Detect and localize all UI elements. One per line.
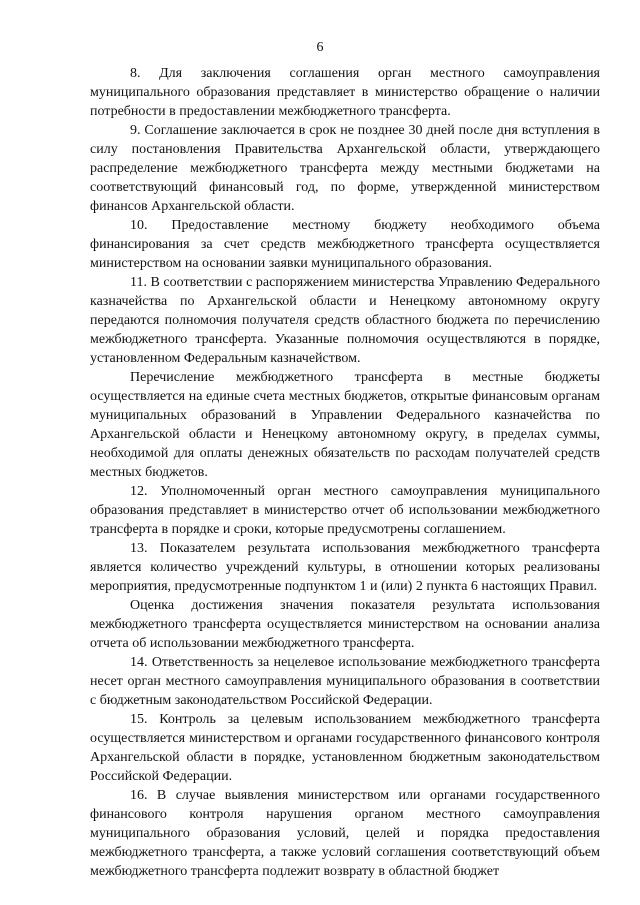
- paragraph-12: 12. Уполномоченный орган местного самоуправления муниципального образования представляет в министерство отчет об использовании межбюджетного трансферта в порядке и сроки, которые предусмотрены соглашением.: [90, 484, 600, 537]
- document-body: [90, 64, 600, 881]
- paragraph-16: 16. В случае выявления министерством или органами государственного финансового контроля нарушения органом местного самоуправления муниципального образования условий, целей и порядка предоставления межбюджетного трансферта, а также условий соглашения соответствующий объем межбюджетного трансферта подлежит возврату в областной бюджет: [90, 788, 600, 879]
- paragraph-10: 10. Предоставление местному бюджету необходимого объема финансирования за счет средств межбюджетного трансферта осуществляется министерством на основании заявки муниципального образования.: [90, 218, 600, 271]
- paragraph-8: 8. Для заключения соглашения орган местного самоуправления муниципального образования представляет в министерство обращение о наличии потребности в предоставлении межбюджетного трансферта.: [90, 66, 600, 119]
- page-number: 6: [316, 40, 324, 55]
- paragraph-15: 15. Контроль за целевым использованием межбюджетного трансферта осуществляется министерством и органами государственного финансового контроля Архангельской области в порядке, установленном бюджетным законодательством Российской Федерации.: [90, 712, 600, 784]
- paragraph-9: 9. Соглашение заключается в срок не позднее 30 дней после дня вступления в силу постановления Правительства Архангельской области, утверждающего распределение межбюджетного трансферта между местными бюджетами на соответствующий финансовый год, по форме, утвержденной министерством финансов Архангельской области.: [90, 123, 600, 214]
- paragraph-13-assessment: Оценка достижения значения показателя результата использования межбюджетного трансферта осуществляется министерством на основании анализа отчета об использовании межбюджетного трансферта.: [90, 598, 600, 651]
- paragraph-13: 13. Показателем результата использования межбюджетного трансферта является количество учреждений культуры, в отношении которых реализованы мероприятия, предусмотренные подпунктом 1 и (или) 2 пункта 6 настоящих Правил.: [90, 541, 600, 594]
- paragraph-11-transfer: Перечисление межбюджетного трансферта в местные бюджеты осуществляется на единые счета местных бюджетов, открытые финансовым органам муниципальных образований в Управлении Федерального казначейства по Архангельской области и Ненецкому автономному округу, в пределах суммы, необходимой для оплаты денежных обязательств по расходам получателей средств местных бюджетов.: [90, 370, 600, 480]
- paragraph-11: 11. В соответствии с распоряжением министерства Управлению Федерального казначейства по Архангельской области и Ненецкому автономному округу передаются полномочия получателя средств областного бюджета по перечислению межбюджетного трансферта. Указанные полномочия осуществляются в порядке, установленном Федеральным казначейством.: [90, 275, 600, 366]
- paragraph-14: 14. Ответственность за нецелевое использование межбюджетного трансферта несет орган местного самоуправления муниципального образования в соответствии с бюджетным законодательством Российской Федерации.: [90, 655, 600, 708]
